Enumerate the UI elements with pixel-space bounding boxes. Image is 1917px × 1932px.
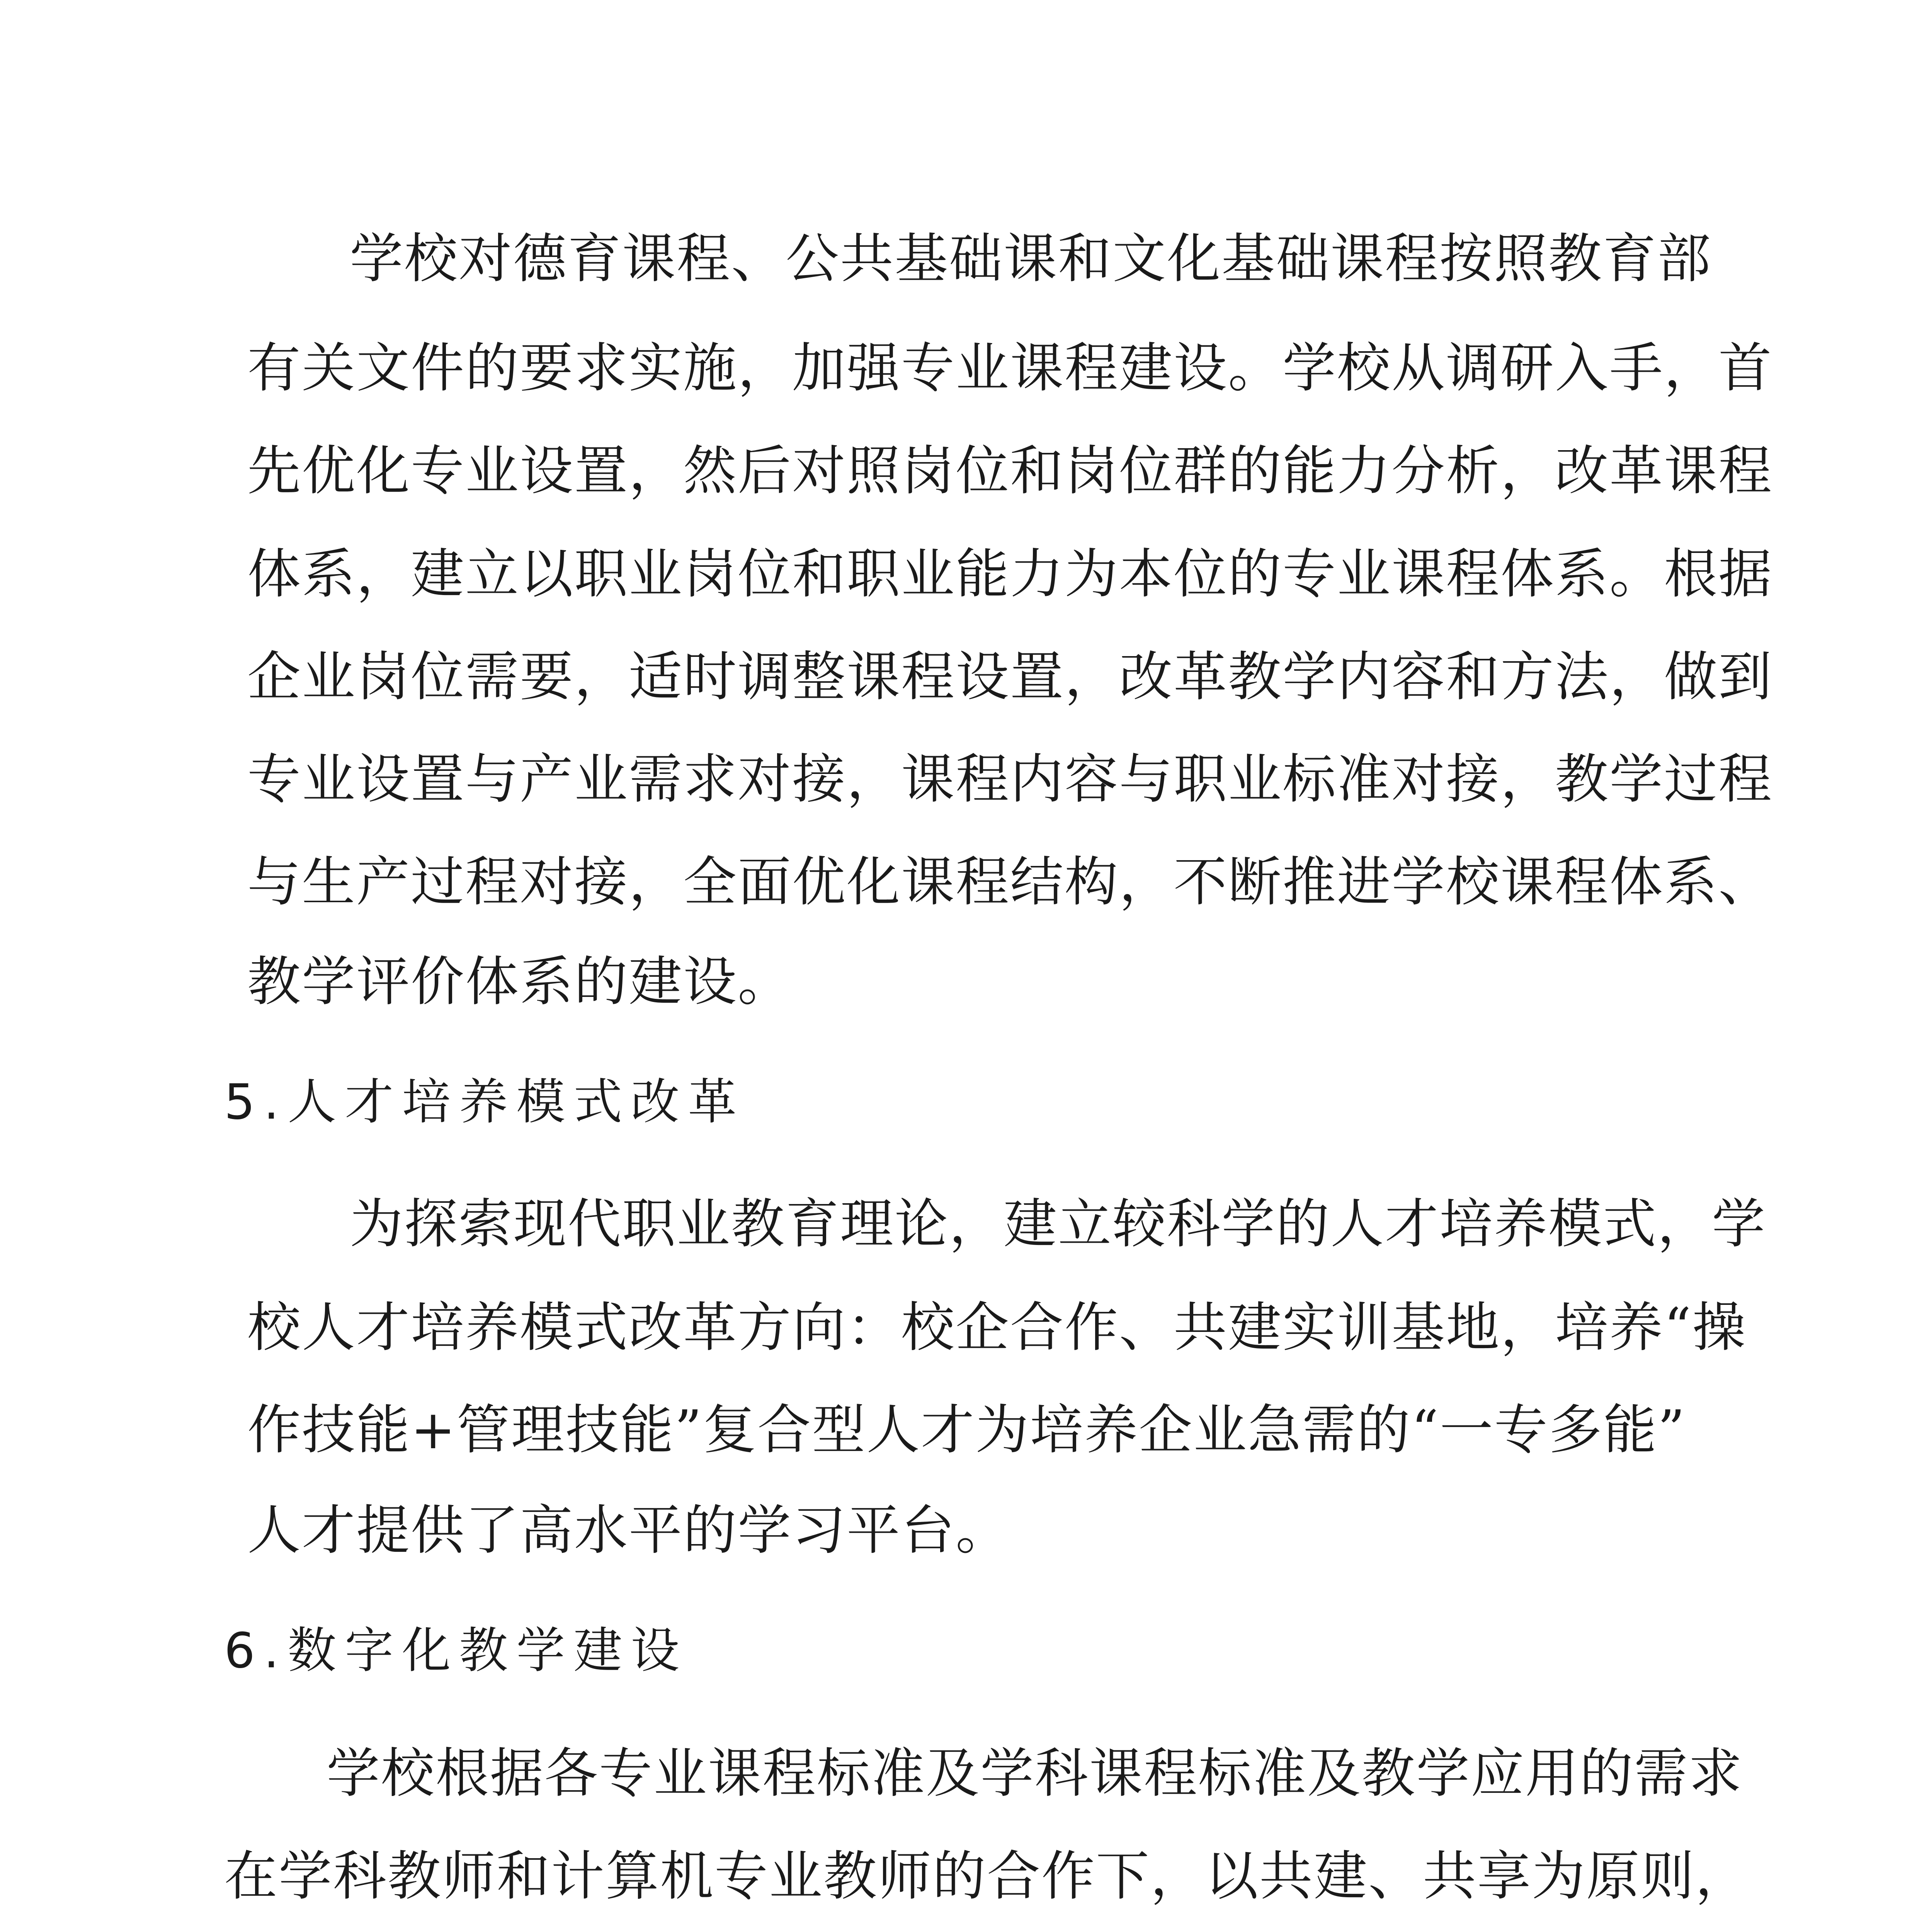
paragraph-line: 校人才培养模式改革方向：校企合作、共建实训基地，培养“操	[247, 1296, 1747, 1359]
paragraph-line: 教学评价体系的建设。	[247, 951, 793, 1013]
paragraph-line: 专业设置与产业需求对接，课程内容与职业标准对接，教学过程	[247, 748, 1773, 810]
paragraph-line: 企业岗位需要，适时调整课程设置，改革教学内容和方法，做到	[247, 646, 1773, 708]
section-heading-6: 6.数字化教学建设	[224, 1622, 688, 1679]
section-heading-5: 5.人才培养模式改革	[224, 1073, 745, 1130]
paragraph-line: 为探索现代职业教育理论，建立较科学的人才培养模式，学	[350, 1193, 1767, 1255]
paragraph-line: 作技能+管理技能”复合型人才为培养企业急需的“一专多能”	[247, 1399, 1686, 1461]
paragraph-line: 与生产过程对接，全面优化课程结构，不断推进学校课程体系、	[247, 851, 1773, 913]
paragraph-line: 学校对德育课程、公共基础课和文化基础课程按照教育部	[350, 228, 1712, 290]
paragraph-line: 有关文件的要求实施，加强专业课程建设。学校从调研入手，首	[247, 337, 1773, 399]
paragraph-line: 人才提供了高水平的学习平台。	[247, 1499, 1010, 1561]
paragraph-line: 先优化专业设置，然后对照岗位和岗位群的能力分析，改革课程	[247, 440, 1773, 502]
paragraph-line: 学校根据各专业课程标准及学科课程标准及教学应用的需求	[327, 1742, 1744, 1804]
paragraph-line: 体系，建立以职业岗位和职业能力为本位的专业课程体系。根据	[247, 543, 1773, 605]
paragraph-line: 在学科教师和计算机专业教师的合作下，以共建、共享为原则，	[224, 1845, 1750, 1907]
